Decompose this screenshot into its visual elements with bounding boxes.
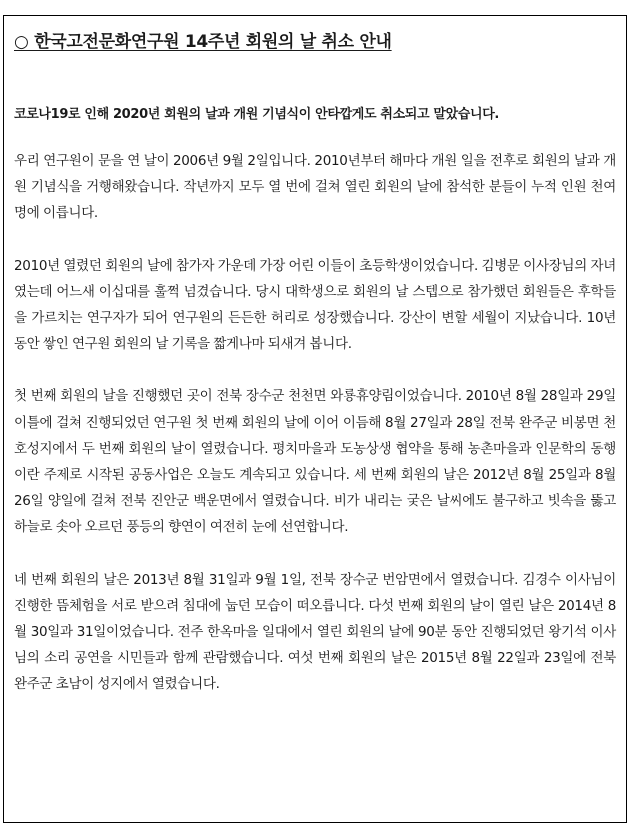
- paragraph-history: 우리 연구원이 문을 연 날이 2006년 9월 2일입니다. 2010년부터 해마다 개원 일을 전후로 회원의 날과 개원 기념식을 거행해왔습니다. 작년까지 모두 열 번에 걸쳐 열린 회원의 날에 참석한 분들이 누적 인원 천여 명에 이릅니다.: [14, 153, 616, 222]
- lead-sentence: 코로나19로 인해 2020년 회원의 날과 개원 기념식이 안타깝게도 취소되고 말았습니다.: [14, 107, 500, 122]
- notice-title: ○ 한국고전문화연구원 14주년 회원의 날 취소 안내: [14, 32, 392, 52]
- paragraph-later-events: 네 번째 회원의 날은 2013년 8월 31일과 9월 1일, 전북 장수군 번암면에서 열렸습니다. 김경수 이사님이 진행한 뜸체험을 서로 받으려 침대에 눕던 모습이 떠오릅니다. 다섯 번째 회원의 날이 열린 날은 2014년 8월 30일과 31일이었습니다. 전주 한옥마을 일대에서 열린 회원의 날에 90분 동안 진행되었던 왕기석 이사님의 소리 공연을 시민들과 함께 관람했습니다. 여섯 번째 회원의 날은 2015년 8월 22일과 23일에 전북 완주군 초남이 성지에서 열렸습니다.: [14, 571, 616, 693]
- notice-box: [3, 15, 627, 823]
- paragraph-early-events: 첫 번째 회원의 날을 진행했던 곳이 전북 장수군 천천면 와룡휴양림이었습니다. 2010년 8월 28일과 29일 이틀에 걸쳐 진행되었던 연구원 첫 번째 회원의 날에 이어 이듬해 8월 27일과 28일 전북 완주군 비봉면 천호성지에서 두 번째 회원의 날이 열렸습니다. 평치마을과 도농상생 협약을 통해 농촌마을과 인문학의 동행이란 주제로 시작된 공동사업은 오늘도 계속되고 있습니다. 세 번째 회원의 날은 2012년 8월 25일과 8월 26일 양일에 걸쳐 전북 진안군 백운면에서 열렸습니다. 비가 내리는 궂은 날씨에도 불구하고 빗속을 뚫고 하늘로 솟아 오르던 풍등의 향연이 여전히 눈에 선연합니다.: [14, 388, 616, 536]
- paragraph-first-members-day: 2010년 열렸던 회원의 날에 참가자 가운데 가장 어린 이들이 초등학생이었습니다. 김병문 이사장님의 자녀였는데 어느새 이십대를 훌쩍 넘겼습니다. 당시 대학생으로 회원의 날 스텝으로 참가했던 회원들은 후학들을 가르치는 연구자가 되어 연구원의 든든한 허리로 성장했습니다. 강산이 변할 세월이 지났습니다. 10년 동안 쌓인 연구원 회원의 날 기록을 짧게나마 되새겨 봅니다.: [14, 257, 616, 353]
